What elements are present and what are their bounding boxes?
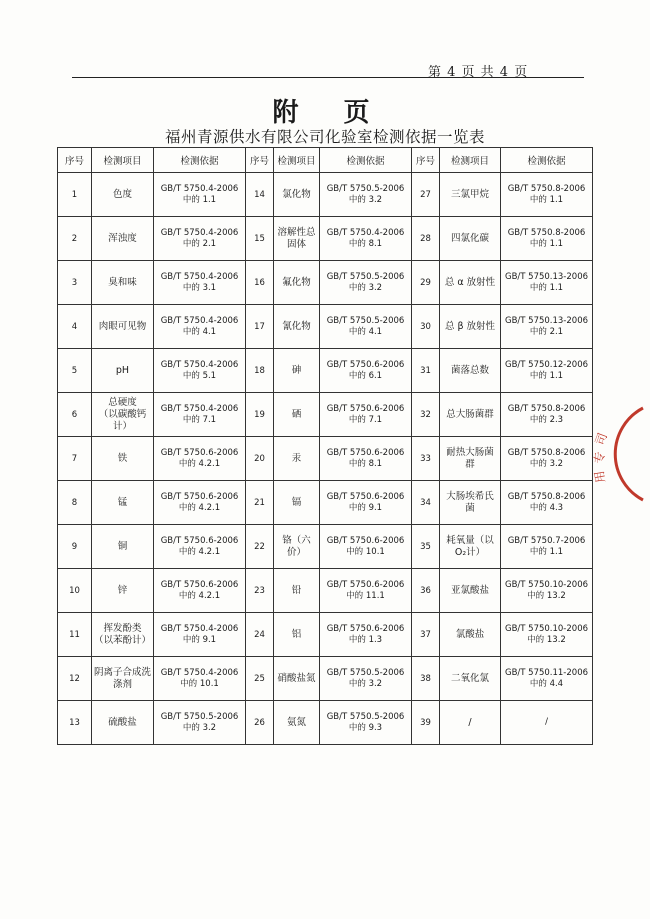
test-basis-cell: GB/T 5750.6-2006 中的 7.1: [320, 393, 412, 437]
test-basis-cell: GB/T 5750.4-2006 中的 2.1: [154, 217, 246, 261]
test-item-cell: 耗氧量（以 O₂计）: [440, 525, 501, 569]
row-number-cell: 17: [246, 305, 274, 349]
header-item-3: 检测项目: [440, 148, 501, 173]
test-basis-cell: GB/T 5750.5-2006 中的 3.2: [320, 657, 412, 701]
row-number-cell: 31: [412, 349, 440, 393]
row-number-cell: 7: [58, 437, 92, 481]
test-item-cell: 色度: [92, 173, 154, 217]
header-no-3: 序号: [412, 148, 440, 173]
test-item-cell: 溶解性总 固体: [274, 217, 320, 261]
seal-char-3: 用: [592, 469, 608, 484]
row-number-cell: 9: [58, 525, 92, 569]
row-number-cell: 3: [58, 261, 92, 305]
row-number-cell: 33: [412, 437, 440, 481]
test-item-cell: 亚氯酸盐: [440, 569, 501, 613]
table-row: [58, 613, 593, 657]
test-item-cell: 总 α 放射性: [440, 261, 501, 305]
header-basis-3: 检测依据: [501, 148, 593, 173]
row-number-cell: 29: [412, 261, 440, 305]
official-seal-stamp: [589, 404, 647, 504]
test-item-cell: 铬（六 价）: [274, 525, 320, 569]
test-basis-cell: GB/T 5750.13-2006 中的 2.1: [501, 305, 593, 349]
header-basis-1: 检测依据: [154, 148, 246, 173]
test-item-cell: 铅: [274, 569, 320, 613]
table-caption: 福州青源供水有限公司化验室检测依据一览表: [164, 128, 485, 146]
header-no-1: 序号: [58, 148, 92, 173]
row-number-cell: 13: [58, 701, 92, 745]
row-number-cell: 23: [246, 569, 274, 613]
test-item-cell: /: [440, 701, 501, 745]
test-item-cell: 挥发酚类 （以苯酚计）: [92, 613, 154, 657]
row-number-cell: 32: [412, 393, 440, 437]
test-basis-cell: GB/T 5750.6-2006 中的 4.2.1: [154, 437, 246, 481]
test-basis-cell: GB/T 5750.6-2006 中的 6.1: [320, 349, 412, 393]
row-number-cell: 25: [246, 657, 274, 701]
test-item-cell: 四氯化碳: [440, 217, 501, 261]
table-row: [58, 481, 593, 525]
test-basis-cell: GB/T 5750.6-2006 中的 4.2.1: [154, 569, 246, 613]
test-basis-cell: GB/T 5750.4-2006 中的 1.1: [154, 173, 246, 217]
test-item-cell: 砷: [274, 349, 320, 393]
row-number-cell: 36: [412, 569, 440, 613]
seal-ring: [615, 408, 643, 500]
row-number-cell: 39: [412, 701, 440, 745]
test-basis-cell: GB/T 5750.5-2006 中的 4.1: [320, 305, 412, 349]
row-number-cell: 38: [412, 657, 440, 701]
test-item-cell: 浑浊度: [92, 217, 154, 261]
test-basis-cell: GB/T 5750.10-2006 中的 13.2: [501, 613, 593, 657]
table-row: [58, 437, 593, 481]
test-basis-cell: GB/T 5750.11-2006 中的 4.4: [501, 657, 593, 701]
test-basis-cell: GB/T 5750.5-2006 中的 3.2: [320, 173, 412, 217]
table-row: [58, 393, 593, 437]
header-item-1: 检测项目: [92, 148, 154, 173]
row-number-cell: 6: [58, 393, 92, 437]
table-row: [58, 525, 593, 569]
test-item-cell: 氯酸盐: [440, 613, 501, 657]
row-number-cell: 24: [246, 613, 274, 657]
test-basis-cell: GB/T 5750.6-2006 中的 10.1: [320, 525, 412, 569]
test-basis-cell: GB/T 5750.4-2006 中的 3.1: [154, 261, 246, 305]
table-body: [58, 173, 593, 745]
table-row: [58, 305, 593, 349]
row-number-cell: 37: [412, 613, 440, 657]
row-number-cell: 16: [246, 261, 274, 305]
test-item-cell: 总 β 放射性: [440, 305, 501, 349]
row-number-cell: 19: [246, 393, 274, 437]
test-basis-cell: GB/T 5750.6-2006 中的 4.2.1: [154, 525, 246, 569]
row-number-cell: 35: [412, 525, 440, 569]
test-basis-cell: GB/T 5750.6-2006 中的 9.1: [320, 481, 412, 525]
test-item-cell: 硫酸盐: [92, 701, 154, 745]
row-number-cell: 1: [58, 173, 92, 217]
test-basis-cell: GB/T 5750.6-2006 中的 11.1: [320, 569, 412, 613]
page-number: 第 4 页 共 4 页: [428, 65, 529, 80]
table-row: [58, 701, 593, 745]
test-item-cell: pH: [92, 349, 154, 393]
test-item-cell: 镉: [274, 481, 320, 525]
test-basis-cell: GB/T 5750.4-2006 中的 9.1: [154, 613, 246, 657]
table-header-row: [58, 148, 593, 173]
row-number-cell: 34: [412, 481, 440, 525]
test-basis-cell: GB/T 5750.8-2006 中的 3.2: [501, 437, 593, 481]
test-basis-cell: GB/T 5750.10-2006 中的 13.2: [501, 569, 593, 613]
row-number-cell: 4: [58, 305, 92, 349]
test-item-cell: 铜: [92, 525, 154, 569]
test-basis-cell: GB/T 5750.4-2006 中的 10.1: [154, 657, 246, 701]
test-item-cell: 肉眼可见物: [92, 305, 154, 349]
test-basis-cell: GB/T 5750.12-2006 中的 1.1: [501, 349, 593, 393]
header-no-2: 序号: [246, 148, 274, 173]
row-number-cell: 10: [58, 569, 92, 613]
table-row: [58, 217, 593, 261]
row-number-cell: 2: [58, 217, 92, 261]
test-item-cell: 氨氮: [274, 701, 320, 745]
test-basis-cell: GB/T 5750.5-2006 中的 3.2: [320, 261, 412, 305]
test-basis-cell: GB/T 5750.13-2006 中的 1.1: [501, 261, 593, 305]
test-item-cell: 铝: [274, 613, 320, 657]
test-item-cell: 氰化物: [274, 305, 320, 349]
test-basis-cell: GB/T 5750.8-2006 中的 1.1: [501, 173, 593, 217]
test-item-cell: 汞: [274, 437, 320, 481]
test-item-cell: 锌: [92, 569, 154, 613]
test-item-cell: 二氧化氯: [440, 657, 501, 701]
test-item-cell: 氟化物: [274, 261, 320, 305]
seal-char-1: 司: [592, 430, 610, 448]
header-basis-2: 检测依据: [320, 148, 412, 173]
header-item-2: 检测项目: [274, 148, 320, 173]
test-basis-cell: GB/T 5750.4-2006 中的 8.1: [320, 217, 412, 261]
row-number-cell: 12: [58, 657, 92, 701]
row-number-cell: 11: [58, 613, 92, 657]
test-basis-cell: GB/T 5750.6-2006 中的 8.1: [320, 437, 412, 481]
test-item-cell: 铁: [92, 437, 154, 481]
row-number-cell: 22: [246, 525, 274, 569]
row-number-cell: 14: [246, 173, 274, 217]
test-item-cell: 硝酸盐氮: [274, 657, 320, 701]
table-row: [58, 261, 593, 305]
page-title: 附 页: [272, 98, 388, 128]
test-item-cell: 大肠埃希氏 菌: [440, 481, 501, 525]
test-item-cell: 耐热大肠菌 群: [440, 437, 501, 481]
row-number-cell: 21: [246, 481, 274, 525]
row-number-cell: 15: [246, 217, 274, 261]
test-basis-cell: GB/T 5750.8-2006 中的 2.3: [501, 393, 593, 437]
test-basis-cell: /: [501, 701, 593, 745]
row-number-cell: 20: [246, 437, 274, 481]
test-item-cell: 菌落总数: [440, 349, 501, 393]
header-rule: [72, 77, 584, 78]
row-number-cell: 18: [246, 349, 274, 393]
test-basis-cell: GB/T 5750.6-2006 中的 4.2.1: [154, 481, 246, 525]
test-item-cell: 臭和味: [92, 261, 154, 305]
row-number-cell: 30: [412, 305, 440, 349]
table-row: [58, 569, 593, 613]
test-basis-cell: GB/T 5750.7-2006 中的 1.1: [501, 525, 593, 569]
row-number-cell: 8: [58, 481, 92, 525]
test-item-cell: 总大肠菌群: [440, 393, 501, 437]
test-basis-cell: GB/T 5750.5-2006 中的 3.2: [154, 701, 246, 745]
test-item-cell: 氯化物: [274, 173, 320, 217]
row-number-cell: 26: [246, 701, 274, 745]
test-item-cell: 三氯甲烷: [440, 173, 501, 217]
inspection-basis-table: [57, 147, 593, 745]
test-basis-cell: GB/T 5750.4-2006 中的 5.1: [154, 349, 246, 393]
test-item-cell: 硒: [274, 393, 320, 437]
test-item-cell: 阴离子合成洗 涤剂: [92, 657, 154, 701]
test-item-cell: 锰: [92, 481, 154, 525]
test-basis-cell: GB/T 5750.4-2006 中的 4.1: [154, 305, 246, 349]
table-row: [58, 349, 593, 393]
test-basis-cell: GB/T 5750.5-2006 中的 9.3: [320, 701, 412, 745]
seal-char-2: 专: [592, 451, 608, 465]
test-basis-cell: GB/T 5750.6-2006 中的 1.3: [320, 613, 412, 657]
table-row: [58, 173, 593, 217]
test-item-cell: 总硬度 （以碳酸钙计）: [92, 393, 154, 437]
row-number-cell: 5: [58, 349, 92, 393]
test-basis-cell: GB/T 5750.8-2006 中的 1.1: [501, 217, 593, 261]
test-basis-cell: GB/T 5750.8-2006 中的 4.3: [501, 481, 593, 525]
row-number-cell: 27: [412, 173, 440, 217]
row-number-cell: 28: [412, 217, 440, 261]
table-row: [58, 657, 593, 701]
test-basis-cell: GB/T 5750.4-2006 中的 7.1: [154, 393, 246, 437]
